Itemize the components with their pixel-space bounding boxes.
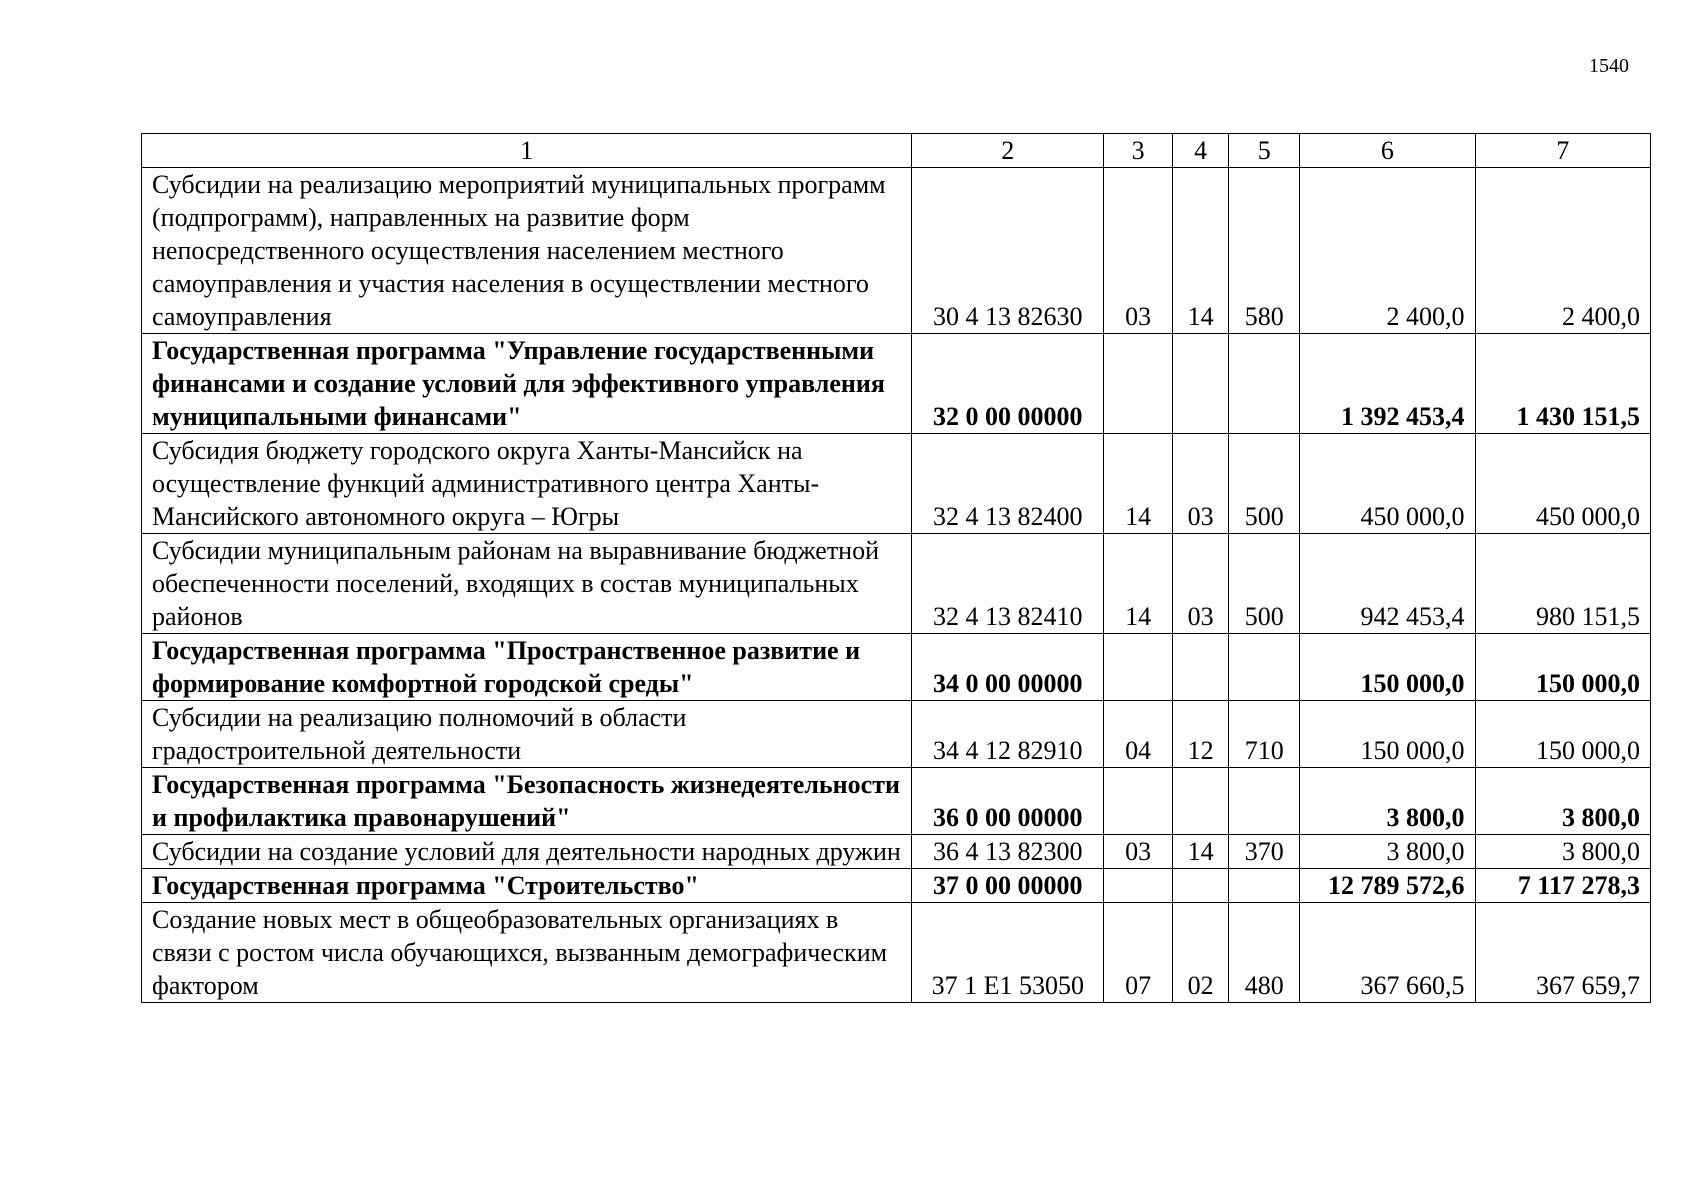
column-header: 1: [142, 134, 912, 168]
row-col5: 480: [1229, 903, 1300, 1003]
row-col3: [1104, 634, 1173, 701]
row-code: 36 0 00 00000: [912, 768, 1104, 835]
row-amount-col7: 450 000,0: [1475, 434, 1650, 534]
row-amount-col7: 1 430 151,5: [1475, 334, 1650, 434]
column-header: 5: [1229, 134, 1300, 168]
row-amount-col7: 150 000,0: [1475, 634, 1650, 701]
row-name: Государственная программа "Управление государственными финансами и создание условий для эффективного управления муниципальными финансами": [142, 334, 912, 434]
row-col4: 02: [1172, 903, 1228, 1003]
row-col3: [1104, 869, 1173, 903]
row-col4: 14: [1172, 168, 1228, 334]
subsidy-row: [142, 903, 1651, 1003]
column-header: 3: [1104, 134, 1173, 168]
row-amount-col7: 3 800,0: [1475, 768, 1650, 835]
row-col5: [1229, 334, 1300, 434]
row-amount-col6: 3 800,0: [1300, 835, 1475, 869]
row-amount-col6: 12 789 572,6: [1300, 869, 1475, 903]
column-header: 4: [1172, 134, 1228, 168]
subsidy-row: [142, 701, 1651, 768]
row-amount-col6: 942 453,4: [1300, 534, 1475, 634]
budget-table: [141, 133, 1651, 1003]
table-header-row: [142, 134, 1651, 168]
row-col3: 03: [1104, 168, 1173, 334]
row-amount-col7: 3 800,0: [1475, 835, 1650, 869]
row-amount-col6: 3 800,0: [1300, 768, 1475, 835]
row-col5: 370: [1229, 835, 1300, 869]
row-amount-col6: 150 000,0: [1300, 701, 1475, 768]
column-header: 6: [1300, 134, 1475, 168]
row-col4: 12: [1172, 701, 1228, 768]
row-code: 34 4 12 82910: [912, 701, 1104, 768]
row-col3: [1104, 768, 1173, 835]
row-col3: 04: [1104, 701, 1173, 768]
row-col5: [1229, 768, 1300, 835]
row-name: Субсидии на создание условий для деятельности народных дружин: [142, 835, 912, 869]
row-col5: 500: [1229, 434, 1300, 534]
row-col4: [1172, 869, 1228, 903]
program-row: [142, 634, 1651, 701]
column-header: 2: [912, 134, 1104, 168]
row-name: Создание новых мест в общеобразовательных организациях в связи с ростом числа обучающихся, вызванным демографическим фактором: [142, 903, 912, 1003]
row-col3: 07: [1104, 903, 1173, 1003]
row-code: 32 4 13 82410: [912, 534, 1104, 634]
row-amount-col7: 980 151,5: [1475, 534, 1650, 634]
row-name: Субсидии на реализацию полномочий в области градостроительной деятельности: [142, 701, 912, 768]
row-col3: 14: [1104, 534, 1173, 634]
row-code: 37 0 00 00000: [912, 869, 1104, 903]
row-col4: [1172, 768, 1228, 835]
subsidy-row: [142, 835, 1651, 869]
row-code: 34 0 00 00000: [912, 634, 1104, 701]
row-col5: 710: [1229, 701, 1300, 768]
row-code: 37 1 Е1 53050: [912, 903, 1104, 1003]
program-row: [142, 869, 1651, 903]
row-code: 32 4 13 82400: [912, 434, 1104, 534]
row-col5: [1229, 634, 1300, 701]
row-code: 30 4 13 82630: [912, 168, 1104, 334]
row-amount-col6: 367 660,5: [1300, 903, 1475, 1003]
row-name: Субсидии на реализацию мероприятий муниципальных программ (подпрограмм), направленных на развитие форм непосредственного осуществления населением местного самоуправления и участия населения в осуществлении местного самоуправления: [142, 168, 912, 334]
row-name: Государственная программа "Безопасность жизнедеятельности и профилактика правонарушений": [142, 768, 912, 835]
row-amount-col6: 2 400,0: [1300, 168, 1475, 334]
row-col4: 03: [1172, 434, 1228, 534]
row-col3: [1104, 334, 1173, 434]
subsidy-row: [142, 168, 1651, 334]
subsidy-row: [142, 434, 1651, 534]
row-col3: 14: [1104, 434, 1173, 534]
row-col5: [1229, 869, 1300, 903]
row-amount-col6: 150 000,0: [1300, 634, 1475, 701]
row-code: 36 4 13 82300: [912, 835, 1104, 869]
row-amount-col6: 1 392 453,4: [1300, 334, 1475, 434]
row-name: Государственная программа "Строительство": [142, 869, 912, 903]
row-col5: 500: [1229, 534, 1300, 634]
program-row: [142, 334, 1651, 434]
row-col4: [1172, 634, 1228, 701]
row-amount-col6: 450 000,0: [1300, 434, 1475, 534]
row-col4: 03: [1172, 534, 1228, 634]
row-col4: [1172, 334, 1228, 434]
row-amount-col7: 367 659,7: [1475, 903, 1650, 1003]
row-name: Субсидии муниципальным районам на выравнивание бюджетной обеспеченности поселений, входящих в состав муниципальных районов: [142, 534, 912, 634]
program-row: [142, 768, 1651, 835]
row-amount-col7: 7 117 278,3: [1475, 869, 1650, 903]
row-col4: 14: [1172, 835, 1228, 869]
row-code: 32 0 00 00000: [912, 334, 1104, 434]
row-col3: 03: [1104, 835, 1173, 869]
row-amount-col7: 2 400,0: [1475, 168, 1650, 334]
column-header: 7: [1475, 134, 1650, 168]
row-amount-col7: 150 000,0: [1475, 701, 1650, 768]
page-number: 1540: [1589, 55, 1629, 77]
subsidy-row: [142, 534, 1651, 634]
row-col5: 580: [1229, 168, 1300, 334]
row-name: Государственная программа "Пространственное развитие и формирование комфортной городской среды": [142, 634, 912, 701]
row-name: Субсидия бюджету городского округа Ханты-Мансийск на осуществление функций административного центра Ханты-Мансийского автономного округа – Югры: [142, 434, 912, 534]
